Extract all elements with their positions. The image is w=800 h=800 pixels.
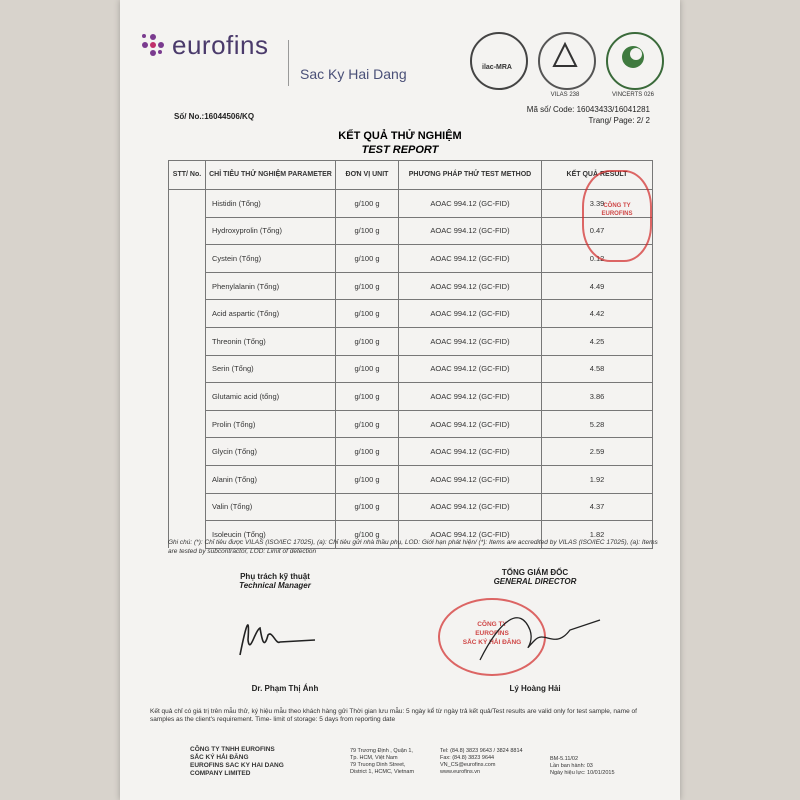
table-header-row xyxy=(169,161,653,190)
row-parameter: Valin (Tổng) xyxy=(206,493,336,521)
footer-contact xyxy=(440,748,523,776)
logo-dots-icon xyxy=(140,32,168,60)
row-result: 5.28 xyxy=(542,410,653,438)
contact-tel: Tel: (84.8) 3823 9643 / 3824 8814 xyxy=(440,748,523,754)
right-role-en: GENERAL DIRECTOR xyxy=(493,577,577,586)
contact-email: VN_CS@eurofins.com xyxy=(440,762,496,768)
vincerts-seal-icon xyxy=(606,32,664,98)
lab-name: Sac Ky Hai Dang xyxy=(300,66,407,82)
left-role-en: Technical Manager xyxy=(239,581,311,590)
row-method: AOAC 994.12 (GC-FID) xyxy=(399,438,542,466)
vincerts-label: VINCERTS 026 xyxy=(612,92,654,98)
row-parameter: Hydroxyprolin (Tổng) xyxy=(206,217,336,245)
table-row xyxy=(169,355,653,383)
company-stamp-line-1: CÔNG TY xyxy=(477,621,507,628)
row-method: AOAC 994.12 (GC-FID) xyxy=(399,217,542,245)
row-result: 4.37 xyxy=(542,493,653,521)
row-result: 3.39 xyxy=(542,190,653,218)
row-parameter: Serin (Tổng) xyxy=(206,355,336,383)
ilac-mra-label: ilac-MRA xyxy=(482,64,512,71)
row-parameter: Isoleucin (Tổng) xyxy=(206,521,336,549)
header-unit: ĐƠN VỊ UNIT xyxy=(336,161,399,190)
row-parameter: Alanin (Tổng) xyxy=(206,465,336,493)
row-unit: g/100 g xyxy=(336,438,399,466)
right-role-vn: TỔNG GIÁM ĐỐC xyxy=(501,568,569,577)
brand-name: eurofins xyxy=(172,30,269,60)
row-parameter: Glycin (Tổng) xyxy=(206,438,336,466)
header-result: KẾT QUẢ RESULT xyxy=(542,161,653,190)
report-meta xyxy=(527,104,650,126)
table-row xyxy=(169,300,653,328)
row-unit: g/100 g xyxy=(336,190,399,218)
company-vn-1: CÔNG TY TNHH EUROFINS xyxy=(190,746,275,753)
left-signature-icon xyxy=(220,600,330,670)
company-vn-2: SẮC KÝ HẢI ĐĂNG xyxy=(190,754,249,761)
header-parameter: CHỈ TIÊU THỬ NGHIỆM PARAMETER xyxy=(206,161,336,190)
company-stamp-line-3: SẮC KÝ HẢI ĐĂNG xyxy=(462,639,522,646)
form-revision: Lần ban hành: 03 xyxy=(550,763,593,769)
report-code: Mã số/ Code: 16043433/16041281 xyxy=(526,105,650,114)
contact-web: www.eurofins.vn xyxy=(440,769,481,775)
row-method: AOAC 994.12 (GC-FID) xyxy=(399,355,542,383)
row-method: AOAC 994.12 (GC-FID) xyxy=(399,327,542,355)
table-row xyxy=(169,327,653,355)
triangle-mark-icon xyxy=(538,32,592,86)
title-en: TEST REPORT xyxy=(361,144,439,156)
row-stt xyxy=(169,493,206,521)
header-method: PHƯƠNG PHÁP THỬ TEST METHOD xyxy=(399,161,542,190)
table-row xyxy=(169,190,653,218)
stamp-line-2: EUROFINS xyxy=(601,211,633,217)
company-stamp-line-2: EUROFINS xyxy=(475,630,509,637)
table-row xyxy=(169,272,653,300)
left-signer-name: Dr. Phạm Thị Ánh xyxy=(251,684,319,693)
right-signer-name: Lý Hoàng Hải xyxy=(509,684,561,693)
row-stt xyxy=(169,410,206,438)
row-method: AOAC 994.12 (GC-FID) xyxy=(399,465,542,493)
row-stt xyxy=(169,438,206,466)
row-unit: g/100 g xyxy=(336,521,399,549)
table-notes: Ghi chú: (*): Chỉ tiêu được VILAS (ISO/IEC 17025), (a): Chỉ tiêu gửi nhà thầu phụ, LOD: Giới hạn phát hiện/ (*): Items are accredited by VILAS (ISO/IEC 17025), (a): Items are tested by subcontractor, LOD: Limit of detection xyxy=(168,539,658,555)
header-divider xyxy=(288,40,289,86)
table-row xyxy=(169,245,653,273)
vilas-seal-icon xyxy=(538,32,596,98)
row-unit: g/100 g xyxy=(336,245,399,273)
row-unit: g/100 g xyxy=(336,383,399,411)
footer-form-info xyxy=(550,756,615,777)
row-unit: g/100 g xyxy=(336,493,399,521)
row-result: 1.82 xyxy=(542,521,653,549)
row-method: AOAC 994.12 (GC-FID) xyxy=(399,493,542,521)
table-row xyxy=(169,438,653,466)
table-row xyxy=(169,465,653,493)
address-4: District 1, HCMC, Vietnam xyxy=(350,769,415,775)
row-stt xyxy=(169,190,206,218)
row-parameter: Glutamic acid (tổng) xyxy=(206,383,336,411)
row-stt xyxy=(169,465,206,493)
row-unit: g/100 g xyxy=(336,300,399,328)
leaf-mark-icon xyxy=(606,32,660,86)
row-parameter: Prolin (Tổng) xyxy=(206,410,336,438)
row-unit: g/100 g xyxy=(336,327,399,355)
results-stamp-text xyxy=(584,202,650,218)
address-1: 79 Trương Định , Quận 1, xyxy=(350,748,413,754)
row-unit: g/100 g xyxy=(336,465,399,493)
row-method: AOAC 994.12 (GC-FID) xyxy=(399,300,542,328)
row-stt xyxy=(169,300,206,328)
row-result: 0.12 xyxy=(542,245,653,273)
row-method: AOAC 994.12 (GC-FID) xyxy=(399,272,542,300)
footer-company xyxy=(190,746,284,778)
row-method: AOAC 994.12 (GC-FID) xyxy=(399,245,542,273)
row-result: 4.25 xyxy=(542,327,653,355)
row-result: 1.92 xyxy=(542,465,653,493)
row-method: AOAC 994.12 (GC-FID) xyxy=(399,383,542,411)
row-unit: g/100 g xyxy=(336,272,399,300)
ilac-mra-seal-icon xyxy=(470,32,528,90)
row-stt xyxy=(169,272,206,300)
row-unit: g/100 g xyxy=(336,355,399,383)
row-parameter: Histidin (Tổng) xyxy=(206,190,336,218)
row-method: AOAC 994.12 (GC-FID) xyxy=(399,410,542,438)
row-result: 4.58 xyxy=(542,355,653,383)
report-number: Số/ No.:16044506/KQ xyxy=(174,112,255,121)
general-director-block xyxy=(460,568,610,586)
row-unit: g/100 g xyxy=(336,410,399,438)
contact-fax: Fax: (84.8) 3823 9644 xyxy=(440,755,495,761)
eurofins-logo xyxy=(140,30,269,61)
row-unit: g/100 g xyxy=(336,217,399,245)
row-parameter: Phenylalanin (Tổng) xyxy=(206,272,336,300)
report-paper xyxy=(120,0,680,800)
row-result: 0.47 xyxy=(542,217,653,245)
row-stt xyxy=(169,217,206,245)
results-table xyxy=(168,160,653,549)
vilas-label: VILAS 238 xyxy=(550,92,580,98)
form-effective-date: Ngày hiệu lực: 10/01/2015 xyxy=(550,770,615,776)
footer-address xyxy=(350,748,414,776)
table-row xyxy=(169,493,653,521)
row-stt xyxy=(169,245,206,273)
row-parameter: Cystein (Tổng) xyxy=(206,245,336,273)
row-result: 3.86 xyxy=(542,383,653,411)
table-row xyxy=(169,383,653,411)
row-result: 4.49 xyxy=(542,272,653,300)
left-role-vn: Phụ trách kỹ thuật xyxy=(240,572,310,581)
results-stamp xyxy=(582,170,652,262)
form-code: BM-5.11/02 xyxy=(550,756,579,762)
address-3: 79 Truong Dinh Street, xyxy=(350,762,406,768)
row-result: 4.42 xyxy=(542,300,653,328)
right-signature-icon xyxy=(460,600,610,680)
table-row xyxy=(169,217,653,245)
row-method: AOAC 994.12 (GC-FID) xyxy=(399,190,542,218)
row-parameter: Acid aspartic (Tổng) xyxy=(206,300,336,328)
company-en-1: EUROFINS SAC KY HAI DANG xyxy=(190,762,284,769)
row-stt xyxy=(169,355,206,383)
page-number: Trang/ Page: 2/ 2 xyxy=(588,116,650,125)
header-stt: STT/ No. xyxy=(169,161,206,190)
address-2: Tp. HCM, Việt Nam xyxy=(350,755,398,761)
row-result: 2.59 xyxy=(542,438,653,466)
row-method: AOAC 994.12 (GC-FID) xyxy=(399,521,542,549)
technical-manager-block xyxy=(200,572,350,590)
row-stt xyxy=(169,327,206,355)
row-stt xyxy=(169,383,206,411)
stamp-line-1: CÔNG TY xyxy=(603,203,631,209)
row-parameter: Threonin (Tổng) xyxy=(206,327,336,355)
table-row xyxy=(169,410,653,438)
company-en-2: COMPANY LIMITED xyxy=(190,770,251,777)
footer-validity: Kết quả chỉ có giá trị trên mẫu thử, ký hiệu mẫu theo khách hàng gửi Thời gian lưu mẫu: 5 ngày kể từ ngày trả kết quả/Test results are valid only for test sample, name of samples as the client's requirement. Time- limit of storage: 5 days from reporting date xyxy=(150,708,637,723)
title-vn: KẾT QUẢ THỬ NGHIỆM xyxy=(338,130,462,142)
